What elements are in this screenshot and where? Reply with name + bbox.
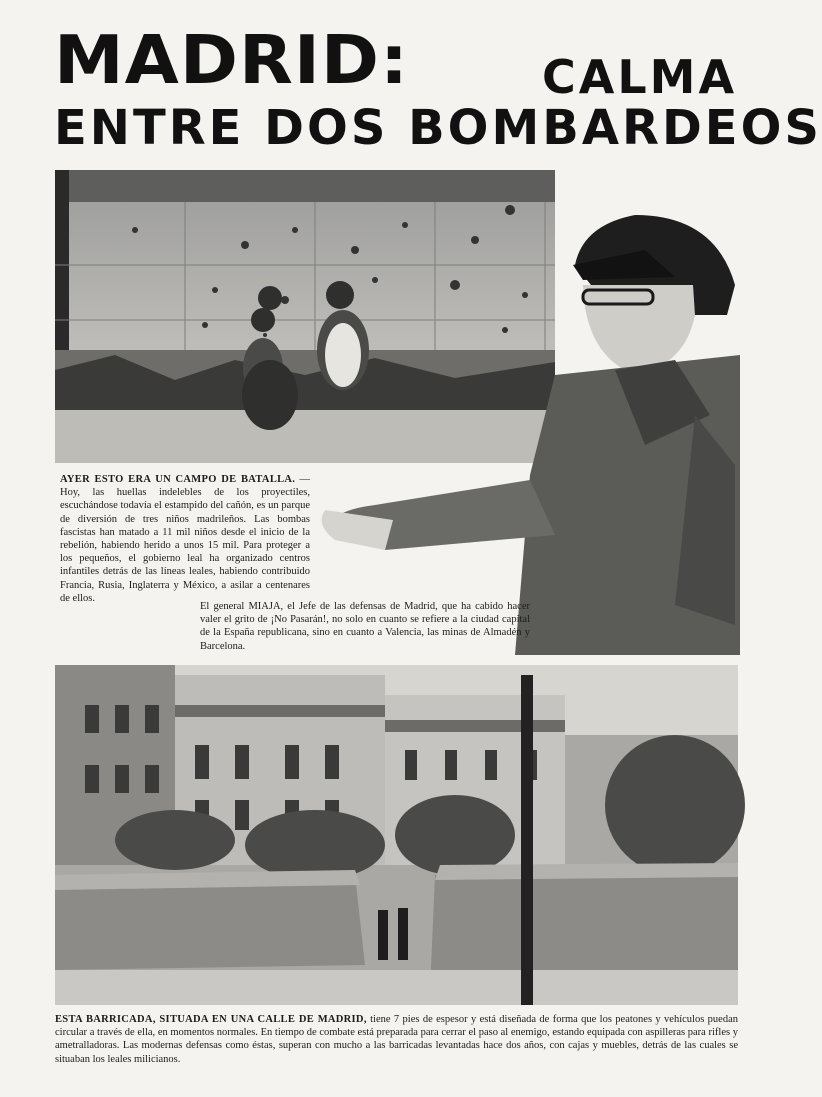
headline-calma: CALMA — [542, 50, 738, 104]
headline-entre-dos-bombardeos: ENTRE DOS BOMBARDEOS — [54, 100, 822, 156]
caption-barricade-lead: ESTA BARRICADA, SITUADA EN UNA CALLE DE MADRID, — [55, 1014, 367, 1025]
caption-general-miaja — [200, 600, 530, 653]
photo-general-image — [315, 205, 740, 655]
photo-general-miaja — [315, 205, 740, 655]
caption-children-lead: AYER ESTO ERA UN CAMPO DE BATALLA. — [60, 474, 296, 485]
headline-madrid: MADRID: — [54, 21, 409, 99]
photo-barricade-image — [55, 665, 738, 1005]
caption-children-text: —Hoy, las huellas indelebles de los proyectiles, escuchándose todavía el estampido del cañón, es un parque de diversión de tres niños madrileños. Las bombas fascistas han matado a 11 mil niños desde el inicio de la rebelión, habiendo herido a unos 15 mil. Para proteger a los pequeños, el gobierno leal ha organizado centros infantiles detrás de las líneas leales, habiendo contribuido Francia, Rusia, Inglaterra y México, a asilar a centenares de ellos. — [60, 474, 310, 604]
caption-general-text: El general MIAJA, el Jefe de las defensas de Madrid, que ha cabido hacer valer el grito de ¡No Pasarán!, no solo en cuanto se refiere a la ciudad capital de la España republicana, sino en cuanto a Valencia, las minas de Almadén y Barcelona. — [200, 601, 530, 652]
caption-children — [60, 473, 310, 605]
caption-barricade — [55, 1013, 738, 1066]
caption-barricade-text: tiene 7 pies de espesor y está diseñada de forma que los peatones y vehículos puedan circular a través de ella, en momentos normales. En tiempo de combate está preparada para cerrar el paso al enemigo, estando equipada con aspilleras para rifles y ametralladoras. Las modernas defensas como éstas, superan con mucho a las barricadas levantadas hace dos años, con cajas y muebles, detrás de las cuales se situaban los leales milicianos. — [55, 1014, 738, 1065]
photo-barricade-street — [55, 665, 738, 1005]
headline — [54, 21, 822, 157]
